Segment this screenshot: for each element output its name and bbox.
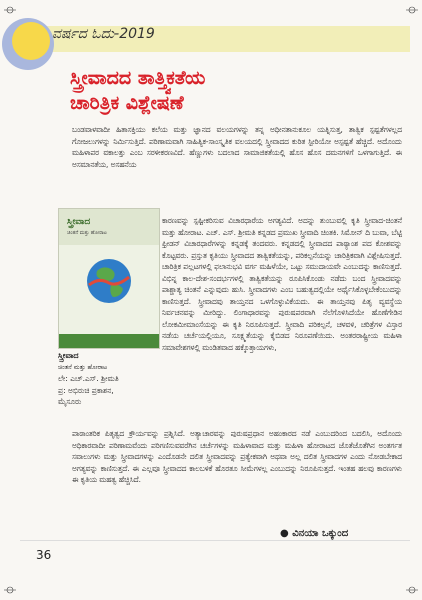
crop-mark-bottom-left xyxy=(2,583,32,597)
book-cover-bottom-band xyxy=(59,334,159,348)
crop-mark-top-left xyxy=(2,3,32,17)
footer-divider xyxy=(20,540,410,541)
article-title xyxy=(70,66,370,116)
book-cover-image xyxy=(58,208,160,349)
book-caption-publisher: ಪ್ರ: ಅಭಿರುಚಿ ಪ್ರಕಾಶನ, xyxy=(58,385,114,395)
article-title-line1: ಸ್ತ್ರೀವಾದದ ತಾತ್ತ್ವಿಕತೆಯ xyxy=(70,67,206,89)
globe-icon xyxy=(83,255,135,307)
book-cover-title: ಸ್ತ್ರೀವಾದ xyxy=(67,217,91,227)
article-intro-paragraph: ಬಂಡವಾಳವಾದೀ ಹಿತಾಸಕ್ತಿಯು ಕಲೆಯ ಮತ್ತು ಜ್ಞಾನದ ವಲಯಗಳನ್ನು ತನ್ನ ಅಧೀನತಾನುಕೂಲ ಯತ್ನಿಸುತ್ತ, ತಾತ್ವಿಕ ಸ್ಪಷ್ಟತೆಗಳಲ್ಲದ ಗೋಜಲುಗಳನ್ನು ನಿರ್ಮಿಸುತ್ತಿದೆ. ಪರಿಣಾಮವಾಗಿ ಸಾಹಿತ್ಯಿಕ-ಸಾಂಸ್ಕೃತಿಕ ವಲಯದಲ್ಲಿ ಸ್ತ್ರೀವಾದದ ಕುರಿತ ಸ್ಟೀರಿಯೋ ಅಸ್ಪಷ್ಟತೆ ಹೆಚ್ಚಿದೆ. ಅದೊಂದು ಮಹಿಳಾಪರ ವಕಾಲತ್ತು ಎಂಬ ಸರಳೀಕರಣವಿದೆ. ಹೆಣ್ಣುಗಳು ಬದಲಾದ ಸಾಮಾಜಿಕತೆಯಲ್ಲಿ ಹೊಸ ಹೊಸ ದಮನಗಳಿಗೆ ಒಳಗಾಗುತ್ತಿದೆ. ಈ ಅಸಮಾನತೆಯ, ಅಸಹನೆಯ xyxy=(72,125,402,169)
crop-mark-top-right xyxy=(390,3,420,17)
book-cover-subtitle: ಚಿಂತನೆ ಮತ್ತು ಹೋರಾಟ xyxy=(67,230,107,236)
article-body-text: ಪಾಠಾಂತರಿಕ ಪಿತೃತ್ವದ ಕ್ರೌರ್ಯವನ್ನು ಪ್ರಶ್ನಿಸಿದೆ. ಅತ್ಯಾಚಾರವನ್ನು ಪುರುಷಪ್ರಧಾನ ಅಹಂಕಾರದ ನಡೆ ಎಂಬುದರಿಂದ ಬದಲಿಸಿ, ಅದೊಂದು ಅಧಿಕಾರವಾದೀ ಪರಿಣಾಮವೆಂದು ಪರಿಗಣಿಸುವವರೆಗಿನ ಚರ್ಚೆಗಳನ್ನು ಮಹಿಳಾವಾದ ಮತ್ತು ಮಹಿಳಾ ಹೋರಾಟದ ಜೊತೆಜೊತೆಗಿನ ಅಂತರ್ಗತ ಸವಾಲುಗಳು ಮತ್ತು ಸ್ತ್ರೀವಾದಗಳನ್ನು ಎಂದೊಡನೇ ದಲಿತ ಸ್ತ್ರೀವಾದವನ್ನು ಪ್ರತ್ಯೇಕವಾಗಿ ಅಥವಾ ಅಲ್ಲ ದಲಿತ ಸ್ತ್ರೀವಾದಗಳ ಎಂದು ನೋಡಬೇಕಾದ ಅಗತ್ಯವನ್ನು ಕಾಣಿಸುತ್ತದೆ. ಈ ಎಲ್ಲವೂ ಸ್ತ್ರೀವಾದದ ಕಾಲಬಳಿಕೆ ಹೊರತೂ ಸೀಮೆಗಳಲ್ಲ ಎಂಬುದನ್ನು ನಿರೂಪಿಸುತ್ತದೆ. ಇಂತಹ ಹಲವು ಕಾರಣಗಳು ಈ ಕೃತಿಯ ಮಹತ್ವ ಹೆಚ್ಚಿಸಿದೆ. xyxy=(72,429,402,484)
book-caption-subtitle: ಚಿಂತನೆ ಮತ್ತು ಹೋರಾಟ xyxy=(58,363,108,371)
book-caption-title: ಸ್ತ್ರೀವಾದ xyxy=(58,351,79,360)
book-cover-top-panel xyxy=(59,209,159,245)
book-caption-place: ಮೈಸೂರು xyxy=(58,397,82,406)
book-caption-author: ಲೇ: ಎಚ್.ಎಸ್. ಶ್ರೀಮತಿ xyxy=(58,374,119,383)
header-decoration-inner-circle xyxy=(12,22,50,60)
article-title-line2: ಚಾರಿತ್ರಿಕ ವಿಶ್ಲೇಷಣೆ xyxy=(70,92,184,114)
section-title: ವರ್ಷದ ಓದು-2019 xyxy=(52,26,155,42)
crop-mark-bottom-right xyxy=(390,583,420,597)
article-column-text: ಕಾರಣವನ್ನು ಸ್ಪಷ್ಟೀಕರಿಸುವ ವಿಚಾರಧಾರೆಯ ಅಗತ್ಯವಿದೆ. ಅದನ್ನು ತುಂಬುವಲ್ಲಿ ಕೃತಿ ಸ್ತ್ರೀವಾದ-ಚಿಂತನೆ ಮತ್ತು ಹೋರಾಟ. ಎಚ್. ಎಸ್. ಶ್ರೀಮತಿ ಕನ್ನಡದ ಪ್ರಮುಖ ಸ್ತ್ರೀವಾದಿ ಚಿಂತಕಿ. ಸಿಮೋನ್ ದಿ ಬುವಾ, ಬೆಟ್ಟಿ ಫ್ರೀಡನ್ ವಿಚಾರಧಾರೆಗಳನ್ನು ಕನ್ನಡಕ್ಕೆ ತಂದವರು. ಕನ್ನಡದಲ್ಲಿ ಸ್ತ್ರೀವಾದದ ಪಾಠ್ಯಾಂಶ ಪದ ಕೋಶವನ್ನು ಕೊಟ್ಟವರು. ಪ್ರಸ್ತುತ ಕೃತಿಯು ಸ್ತ್ರೀವಾದದ ತಾತ್ವಿಕತೆಯನ್ನು, ಪರಿಕಲ್ಪನೆಯನ್ನು ಚಾರಿತ್ರಿಕವಾಗಿ ವಿಶ್ಲೇಷಿಸುತ್ತದೆ. ಚಾರಿತ್ರಿಕ ಪಲ್ಲಟಗಳಲ್ಲಿ ಫಲಾನುಭವಿ ವರ್ಗ ಮಹಿಳೆಯೇ, ಒಟ್ಟು ಸಮುದಾಯವೇ ಎಂಬುದನ್ನು ಕಾಣಿಸುತ್ತದೆ. ವಿಭಿನ್ನ ಕಾಲ-ದೇಶ-ಸಂದರ್ಭಗಳಲ್ಲಿ ತಾತ್ವಿಕತೆಯನ್ನು ರೂಪಿಸಿಕೊಂಡು ನಡೆದು ಬಂದ ಸ್ತ್ರೀವಾದವನ್ನು ಪಾಶ್ಚಾತ್ಯ ಚಿಂತನೆ ಎನ್ನುವುದು ಹುಸಿ. ಸ್ತ್ರೀವಾದಗಳು ಎಂಬ ಬಹುತ್ವದಲ್ಲಿಯೇ ಅರ್ಥೈಸಿಕೊಳ್ಳಬೇಕೆಂಬುದನ್ನು ಕಾಣಿಸುತ್ತದೆ. ಸ್ತ್ರೀವಾದವು ತಾಯ್ತನದ ಒಳಗೊಳ್ಳುವಿಕೆಯದು. ಈ ತಾಯ್ತನವು ಪಿತೃ ವ್ಯವಸ್ಥೆಯ ನಿರ್ವಚನವನ್ನು ಮೀರಿದ್ದು. ಲಿಂಗಾಧಾರವನ್ನು ಪುರುಷಪರವಾಗಿ ನೆಲೆಗೊಳಿಸಿದೆಯೇ ಹೊಣೆಗೇಡಿನ ಲೋಕಮೀಮಾಂಸೆಯನ್ನು ಈ ಕೃತಿ ನಿರೂಪಿಸುತ್ತದೆ. ಸ್ತ್ರೀವಾದಿ ಪರಿಕಲ್ಪನೆ, ಚಳವಳಿ, ಚರಿತ್ರೆಗಳ ವಿಸ್ತಾರ ನಡೆಯ ಚರ್ಚೆಯಲ್ಲಿಯೂ, ಸೂಕ್ಷ್ಮತೆಯನ್ನು ಕೈಬಿಡದ ನಿರೂಪಣೆಯಿದು. ಅಂತರರಾಷ್ಟ್ರೀಯ ಮಹಿಳಾ ಸಮಾವೇಶಗಳಲ್ಲಿ ಮಂಡಿತವಾದ ಹಕ್ಕೊತ್ತಾಯಗಳು, xyxy=(162,216,402,352)
page-number: 36 xyxy=(36,548,52,562)
article-author: ● ವಿನಯಾ ಒಕ್ಕುಂದ xyxy=(280,528,349,539)
book-caption xyxy=(58,350,158,408)
